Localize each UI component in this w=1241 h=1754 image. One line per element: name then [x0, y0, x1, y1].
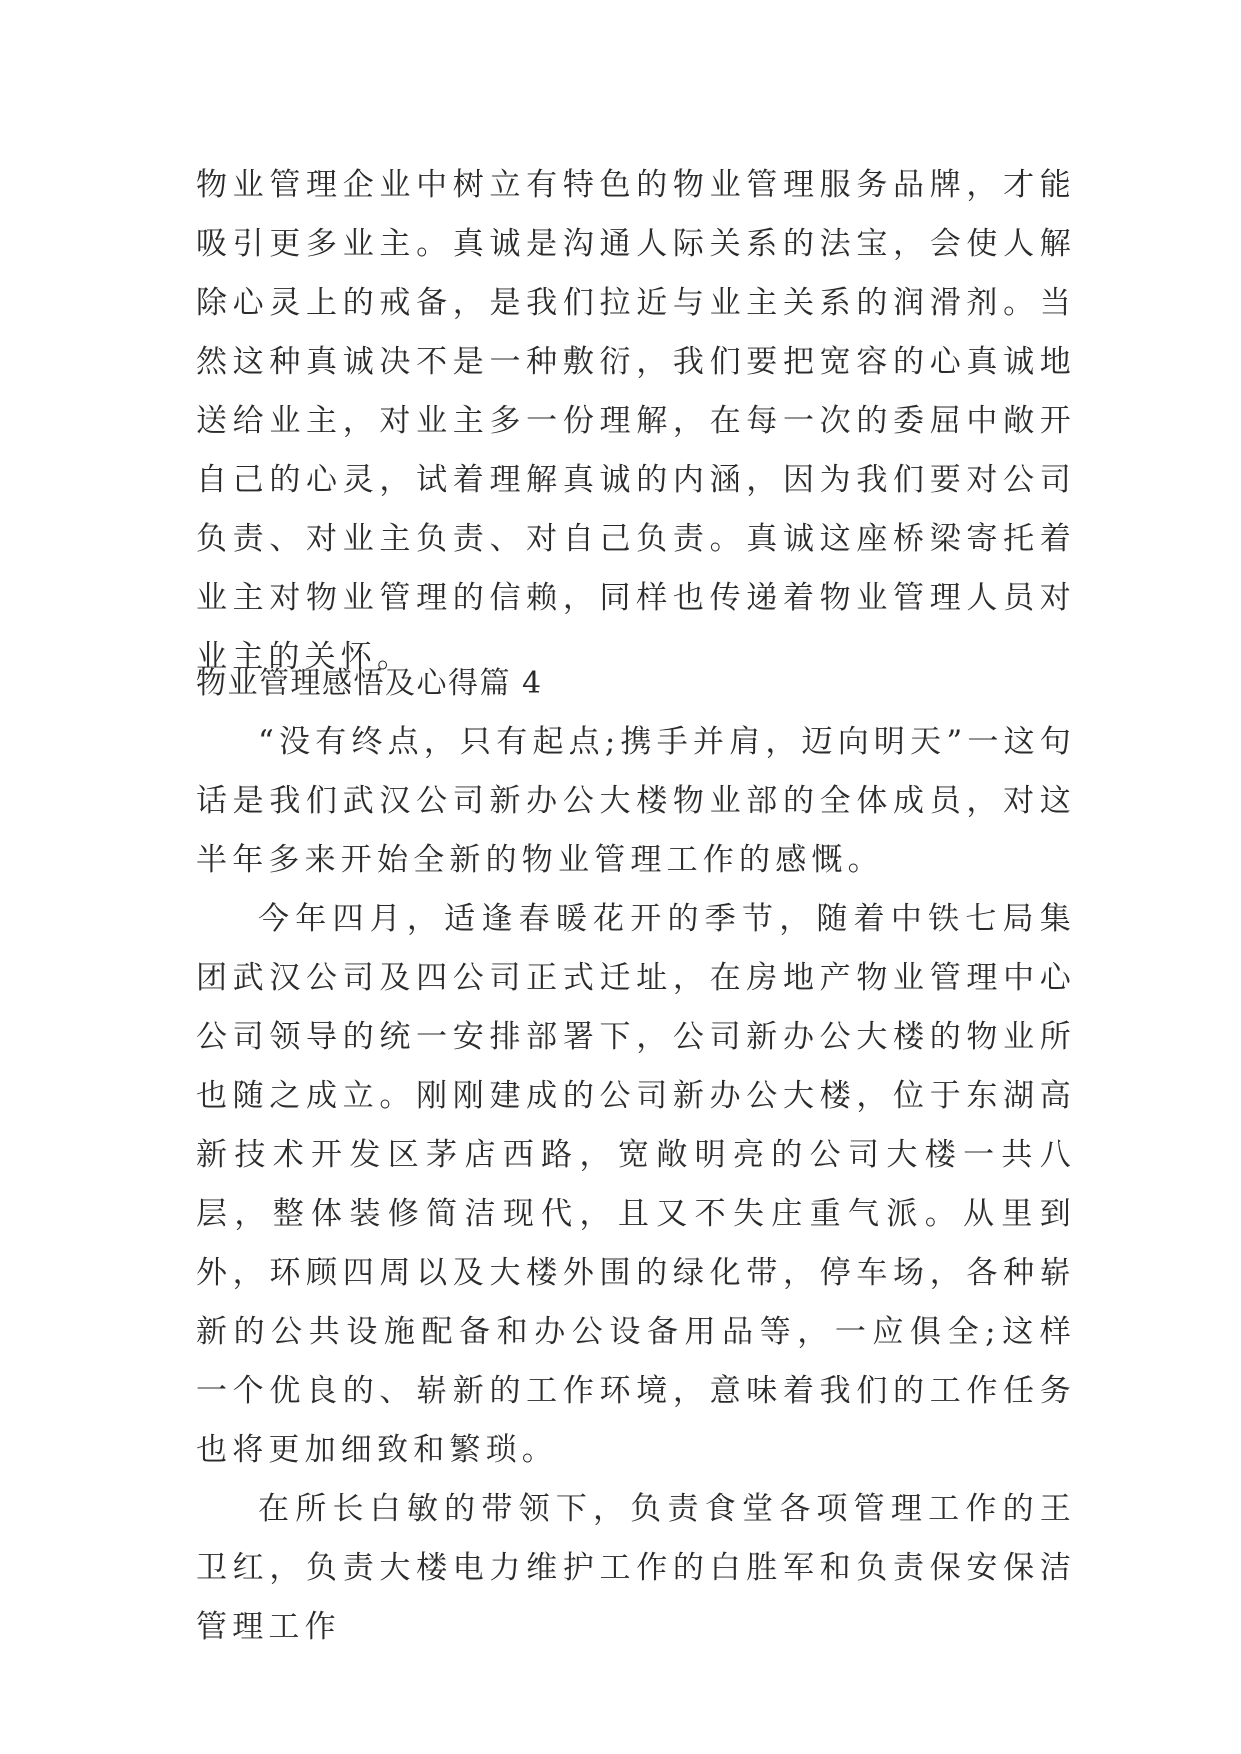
body-text-section-4: [196, 713, 1076, 1657]
paragraph-2: 今年四月，适逢春暖花开的季节，随着中铁七局集团武汉公司及四公司正式迁址，在房地产物业管理中心公司领导的统一安排部署下，公司新办公大楼的物业所也随之成立。刚刚建成的公司新办公大楼，位于东湖高新技术开发区茅店西路，宽敞明亮的公司大楼一共八层，整体装修简洁现代，且又不失庄重气派。从里到外，环顾四周以及大楼外围的绿化带，停车场，各种崭新的公共设施配备和办公设备用品等，一应俱全;这样一个优良的、崭新的工作环境，意味着我们的工作任务也将更加细致和繁琐。: [196, 901, 1076, 1468]
paragraph-continued: 物业管理企业中树立有特色的物业管理服务品牌，才能吸引更多业主。真诚是沟通人际关系的法宝，会使人解除心灵上的戒备，是我们拉近与业主关系的润滑剂。当然这种真诚决不是一种敷衍，我们要把宽容的心真诚地送给业主，对业主多一份理解，在每一次的委屈中敞开自己的心灵，试着理解真诚的内涵，因为我们要对公司负责、对业主负责、对自己负责。真诚这座桥梁寄托着业主对物业管理的信赖，同样也传递着物业管理人员对业主的关怀。: [196, 167, 1076, 675]
paragraph-3: 在所长白敏的带领下，负责食堂各项管理工作的王卫红，负责大楼电力维护工作的白胜军和负责保安保洁管理工作: [196, 1491, 1076, 1645]
section-heading: 物业管理感悟及心得篇 4: [196, 666, 543, 701]
body-text-continued: [196, 156, 1076, 687]
paragraph-1: “没有终点，只有起点;携手并肩，迈向明天”一这句话是我们武汉公司新办公大楼物业部的全体成员，对这半年多来开始全新的物业管理工作的感慨。: [196, 724, 1076, 878]
